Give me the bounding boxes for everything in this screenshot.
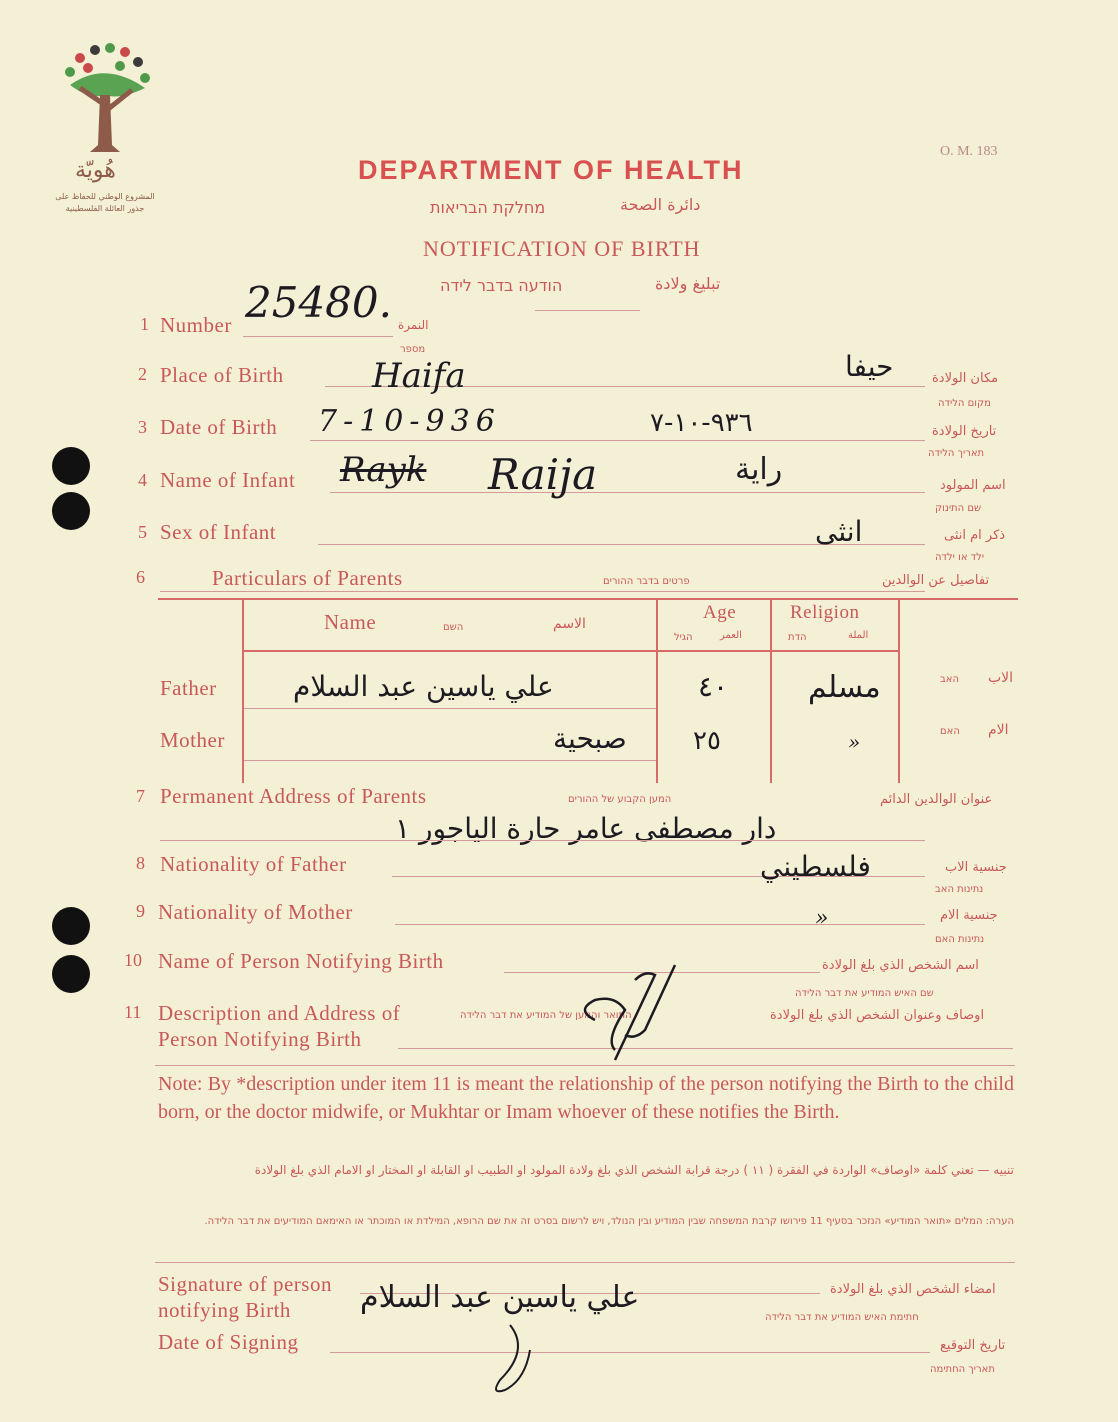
field-label-he: פרטים בדבר ההורים	[603, 576, 690, 587]
signature-label: notifying Birth	[158, 1298, 291, 1322]
row-label-mother: Mother	[160, 728, 225, 752]
field-label-he: שם התינוק	[935, 503, 982, 514]
field-number: 2	[138, 364, 147, 384]
signature-value: علي ياسين عبد السلام	[360, 1280, 640, 1315]
field-label-he: מקום הלידה	[938, 398, 991, 409]
field-number: 3	[138, 417, 147, 437]
field-label-ar: تاريخ الولادة	[932, 424, 997, 439]
form-code: O. M. 183	[940, 144, 998, 159]
field-label-he: שם האיש המודיע את דבר הלידה	[795, 988, 934, 999]
column-header-religion: Religion	[790, 602, 860, 623]
column-header-name-he: השם	[443, 622, 464, 633]
field-label: Nationality of Mother	[158, 900, 353, 924]
field-label-he: נתינות האב	[935, 884, 984, 895]
address-value: دار مصطفى عامر حارة الياجور ١	[395, 812, 777, 845]
signature-scribble	[535, 960, 715, 1080]
column-header-religion-he: הדת	[788, 632, 807, 643]
field-label-he: נתינות האם	[935, 934, 985, 945]
date-label-he: תאריך החתימה	[930, 1364, 995, 1375]
family-tree-icon	[50, 40, 160, 160]
field-label-he: מספר	[400, 344, 426, 355]
infant-name-ar: راية	[735, 452, 783, 487]
field-label-ar: عنوان الوالدين الدائم	[880, 792, 993, 807]
column-header-age: Age	[703, 602, 737, 623]
row-label-father-ar: الاب	[988, 670, 1014, 686]
infant-name-struck: Rayk	[340, 450, 427, 490]
place-of-birth-value: Haifa	[372, 356, 466, 396]
field-label: Particulars of Parents	[212, 566, 403, 590]
signature-label-he: חתימת האיש המודיע את דבר הלידה	[765, 1312, 919, 1323]
field-label-ar: اوصاف وعنوان الشخص الذي بلغ الولادة	[770, 1008, 985, 1023]
field-label: Nationality of Father	[160, 852, 347, 876]
signature-label-ar: امضاء الشخص الذي بلغ الولادة	[830, 1282, 996, 1297]
punch-hole	[52, 492, 90, 530]
logo-caption: المشروع الوطني للحفاظ على	[55, 192, 155, 201]
row-label-mother-he: האם	[940, 726, 960, 737]
field-label-ar: مكان الولادة	[932, 371, 999, 386]
field-label-ar: النمرة	[398, 318, 429, 332]
field-label-ar: تفاصيل عن الوالدين	[882, 573, 990, 588]
mother-name: صبحية	[553, 722, 627, 755]
column-header-name: Name	[324, 610, 377, 634]
father-name: علي ياسين عبد السلام	[293, 670, 554, 703]
field-number: 7	[136, 786, 145, 806]
field-label: Person Notifying Birth	[158, 1027, 362, 1051]
date-of-birth-value: 7-10-936	[318, 404, 501, 439]
column-header-age-he: הגיל	[674, 632, 693, 643]
row-label-mother-ar: الام	[988, 722, 1009, 738]
logo-caption: جذور العائلة الفلسطينية	[65, 204, 145, 213]
form-title: NOTIFICATION OF BIRTH	[423, 236, 701, 261]
field-label-he: תאריך הלידה	[928, 448, 985, 459]
father-nationality-value: فلسطيني	[760, 850, 871, 883]
department-ar: دائرة الصحة	[620, 195, 701, 214]
note-he: הערה: המלים «תואר המודיע» הנזכר בסעיף 11 פירושו קרבת המשפחה שבין המודיע ובין הנולד, ויש לרשום בסרט זה את שם הרופא, המילדת או המוכתר או האימאם המודיעים את דבר הלידה.	[204, 1216, 1014, 1227]
mother-religion: »	[848, 730, 861, 754]
date-of-signing-label: Date of Signing	[158, 1330, 299, 1354]
place-of-birth-ar: حيفا	[845, 350, 894, 383]
field-label-ar: اسم المولود	[940, 478, 1006, 493]
form-title-ar: تبليغ ولادة	[655, 274, 721, 293]
column-header-name-ar: الاسم	[553, 616, 586, 632]
field-label-ar: ذكر ام انثى	[944, 528, 1006, 543]
sex-of-infant-ar: انثى	[815, 515, 863, 548]
parents-table	[158, 598, 1018, 783]
field-label: Description and Address of	[158, 1001, 401, 1025]
mother-nationality-value: »	[815, 906, 829, 931]
field-label-he: המען הקבוע של ההורים	[568, 794, 672, 805]
column-header-age-ar: العمر	[720, 630, 742, 641]
field-label-ar: جنسية الام	[940, 908, 998, 923]
punch-hole	[52, 447, 90, 485]
field-number: 10	[124, 950, 142, 970]
field-number: 6	[136, 567, 145, 587]
field-number: 11	[124, 1002, 142, 1022]
field-label: Name of Person Notifying Birth	[158, 949, 444, 973]
date-label-ar: تاريخ التوقيع	[940, 1338, 1006, 1353]
registration-number: 25480.	[245, 278, 392, 327]
field-label-he: התואר והמען של המודיע את דבר הלידה	[460, 1010, 632, 1021]
logo	[50, 40, 160, 230]
date-of-birth-ar: ٩٣٦-١٠-٧	[650, 408, 753, 438]
department-title: DEPARTMENT OF HEALTH	[358, 155, 744, 185]
form-title-he: הודעה בדבר לידה	[440, 276, 563, 295]
row-label-father-he: האב	[940, 674, 959, 685]
signature-flourish	[470, 1320, 590, 1400]
field-label-ar: جنسية الاب	[945, 860, 1007, 875]
field-label: Number	[160, 313, 232, 337]
punch-hole	[52, 907, 90, 945]
field-label: Permanent Address of Parents	[160, 784, 427, 808]
field-number: 9	[136, 901, 145, 921]
field-label: Sex of Infant	[160, 520, 277, 544]
department-he: מחלקת הבריאות	[430, 198, 546, 217]
note-en: Note: By *description under item 11 is meant the relationship of the person notifying the Birth to the child born, or the doctor midwife, or Mukhtar or Imam whoever of these notifies the Birth.	[158, 1073, 1014, 1123]
father-age: ٤٠	[698, 670, 729, 703]
signature-label: Signature of person	[158, 1272, 332, 1296]
logo-arabic: هُويّة	[75, 158, 116, 183]
column-header-religion-ar: الملة	[848, 630, 869, 641]
note-ar: تنبيه — تعني كلمة «اوصاف» الواردة في الفقرة ( ١١ ) درجة قرابة الشخص الذي بلغ ولادة المولود او الطبيب او القابلة او المختار او الامام الذي بلغ الولادة	[254, 1163, 1014, 1177]
punch-hole	[52, 955, 90, 993]
father-religion: مسلم	[808, 670, 881, 705]
field-label: Place of Birth	[160, 363, 284, 387]
field-label: Date of Birth	[160, 415, 278, 439]
field-number: 8	[136, 853, 145, 873]
infant-name-value: Raija	[488, 450, 598, 499]
row-label-father: Father	[160, 676, 217, 700]
mother-age: ٢٥	[693, 726, 721, 756]
field-label-he: ילד או ילדה	[935, 552, 985, 563]
field-number: 4	[138, 470, 147, 490]
field-number: 1	[140, 314, 149, 334]
field-label: Name of Infant	[160, 468, 296, 492]
field-label-ar: اسم الشخص الذي بلغ الولادة	[822, 958, 979, 973]
field-number: 5	[138, 522, 147, 542]
